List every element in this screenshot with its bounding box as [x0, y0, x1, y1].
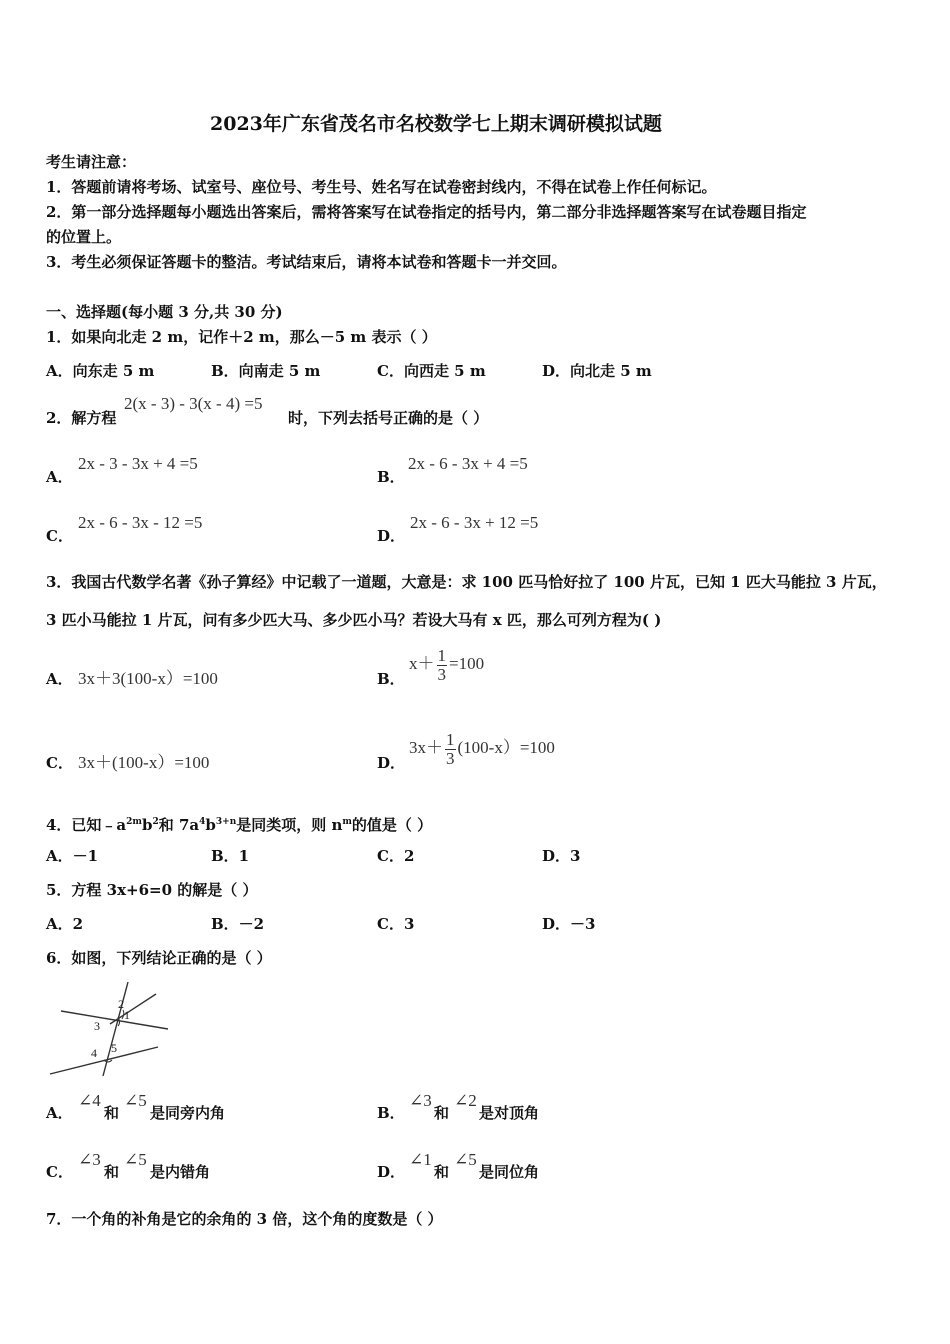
q4-stem-e: 是同类项，则 n: [236, 816, 343, 834]
q3-label-a: A．: [46, 670, 73, 688]
notice-item-1: 1．答题前请将考场、试室号、座位号、考生号、姓名写在试卷密封线内，不得在试卷上作任何标记。: [46, 178, 717, 196]
q3-option-b: [409, 643, 484, 685]
q2-equation: 2(x - 3) - 3(x - 4) =5: [124, 394, 263, 413]
q3-option-d-fraction: [445, 731, 456, 768]
q4-stem-f: 的值是（ ）: [351, 816, 433, 834]
q6-option-a-angle2: ∠5: [124, 1091, 147, 1110]
q3-stem-line1: 3．我国古代数学名著《孙子算经》中记载了一道题，大意是：求 100 匹马恰好拉了 100 片瓦，已知 1 匹大马能拉 3 片瓦，: [46, 573, 887, 591]
q2-stem-pre: 2．解方程: [46, 409, 117, 427]
q1-option-d: D．向北走 5 m: [542, 362, 652, 380]
q6-option-c-text: 是内错角: [150, 1163, 211, 1181]
q5-stem: 5．方程 3x+6=0 的解是（ ）: [46, 881, 258, 899]
q3-stem-line2: 3 匹小马能拉 1 片瓦，问有多少匹大马、多少匹小马？若设大马有 x 匹，那么可列方程为( ): [46, 611, 662, 629]
q2-label-b: B．: [377, 468, 405, 486]
q5-option-b: B．－2: [211, 915, 265, 933]
notice-item-2: 2．第一部分选择题每小题选出答案后，需将答案写在试卷指定的括号内，第二部分非选择题答案写在试卷题目指定: [46, 203, 807, 221]
q6-label-b: B．: [377, 1104, 405, 1122]
q4-option-c: C．2: [377, 847, 415, 865]
q3-option-b-denominator: 3: [437, 664, 446, 684]
q2-option-d: 2x - 6 - 3x + 12 =5: [410, 513, 539, 532]
q4-option-d: D．3: [542, 847, 581, 865]
q6-option-a-angle1: ∠4: [78, 1091, 101, 1110]
q6-label-c: C．: [46, 1163, 73, 1181]
q6-option-d-angle1: ∠1: [409, 1150, 432, 1169]
notice-item-2-cont: 的位置上。: [46, 228, 122, 246]
q4-stem: [46, 812, 432, 835]
q6-label-d: D．: [377, 1163, 406, 1181]
q4-stem-a: 4．已知﹣a: [46, 816, 127, 834]
figure-label-3: 3: [94, 1019, 100, 1033]
q6-option-d-text: 是同位角: [479, 1163, 540, 1181]
section-heading: 一、选择题(每小题 3 分,共 30 分): [46, 303, 283, 321]
q6-option-c-angle1: ∠3: [78, 1150, 101, 1169]
q4-stem-c: 和 7a: [158, 816, 200, 834]
q1-option-a: A．向东走 5 m: [46, 362, 155, 380]
figure-transversal-2: [110, 994, 156, 1024]
q1-stem: 1．如果向北走 2 m，记作＋2 m，那么－5 m 表示（ ）: [46, 328, 437, 346]
q6-option-b-and: 和: [434, 1104, 450, 1122]
q2-option-c: 2x - 6 - 3x - 12 =5: [78, 513, 203, 532]
q3-option-d-numerator: 1: [446, 729, 455, 749]
q3-option-d-denominator: 3: [446, 748, 455, 768]
q3-option-b-post: =100: [449, 654, 485, 673]
q4-option-b: B．1: [211, 847, 250, 865]
q3-option-b-pre: x＋: [409, 654, 435, 673]
figure-label-5: 5: [111, 1041, 117, 1055]
q5-option-d: D．－3: [542, 915, 596, 933]
q6-option-d-and: 和: [434, 1163, 450, 1181]
q4-option-a: A．－1: [46, 847, 99, 865]
q5-option-c: C．3: [377, 915, 415, 933]
q6-option-a-and: 和: [104, 1104, 120, 1122]
q4-stem-d: b: [205, 816, 216, 834]
q6-option-c-and: 和: [104, 1163, 120, 1181]
q2-stem-post: 时，下列去括号正确的是（ ）: [288, 409, 489, 427]
q6-option-a-text: 是同旁内角: [150, 1104, 226, 1122]
q6-option-b-angle2: ∠2: [454, 1091, 477, 1110]
q3-option-b-fraction: [437, 647, 448, 684]
page-title: 2023年广东省茂名市名校数学七上期末调研模拟试题: [210, 113, 662, 135]
q3-option-a: 3x＋3(100-x）=100: [78, 669, 218, 688]
q2-label-c: C．: [46, 527, 73, 545]
q6-option-c-angle2: ∠5: [124, 1150, 147, 1169]
q4-sup-4: 3+n: [215, 817, 237, 827]
notice-heading: 考生请注意：: [46, 153, 137, 171]
q3-option-d-pre: 3x＋: [409, 738, 443, 757]
figure-label-2: 2: [118, 997, 124, 1011]
q4-sup-5: m: [342, 817, 352, 827]
q6-stem: 6．如图，下列结论正确的是（ ）: [46, 949, 272, 967]
q4-sup-1: 2m: [126, 817, 142, 827]
q2-option-b: 2x - 6 - 3x + 4 =5: [408, 454, 528, 473]
q5-option-a: A．2: [46, 915, 84, 933]
q7-stem: 7．一个角的补角是它的余角的 3 倍，这个角的度数是（ ）: [46, 1210, 443, 1228]
q1-option-c: C．向西走 5 m: [377, 362, 486, 380]
q2-label-a: A．: [46, 468, 73, 486]
q2-label-d: D．: [377, 527, 406, 545]
figure-label-4: 4: [91, 1046, 97, 1060]
notice-item-3: 3．考生必须保证答题卡的整洁。考试结束后，请将本试卷和答题卡一并交回。: [46, 253, 567, 271]
q3-option-d-post: (100-x）=100: [457, 738, 555, 757]
figure-line-top: [61, 1011, 168, 1029]
q4-sup-3: 4: [199, 817, 206, 827]
q3-option-c: 3x＋(100-x）=100: [78, 753, 210, 772]
q6-option-d-angle2: ∠5: [454, 1150, 477, 1169]
q6-label-a: A．: [46, 1104, 73, 1122]
q6-geometry-figure: [48, 982, 174, 1078]
q3-label-b: B．: [377, 670, 405, 688]
figure-label-1: 1: [124, 1008, 130, 1022]
q1-option-b: B．向南走 5 m: [211, 362, 321, 380]
q3-option-d: [409, 727, 555, 769]
q3-option-b-numerator: 1: [437, 645, 446, 665]
q6-option-b-text: 是对顶角: [479, 1104, 540, 1122]
q4-stem-b: b: [141, 816, 153, 834]
q3-label-d: D．: [377, 754, 406, 772]
q4-sup-2: 2: [152, 817, 159, 827]
q3-label-c: C．: [46, 754, 73, 772]
q6-option-b-angle1: ∠3: [409, 1091, 432, 1110]
q2-option-a: 2x - 3 - 3x + 4 =5: [78, 454, 198, 473]
